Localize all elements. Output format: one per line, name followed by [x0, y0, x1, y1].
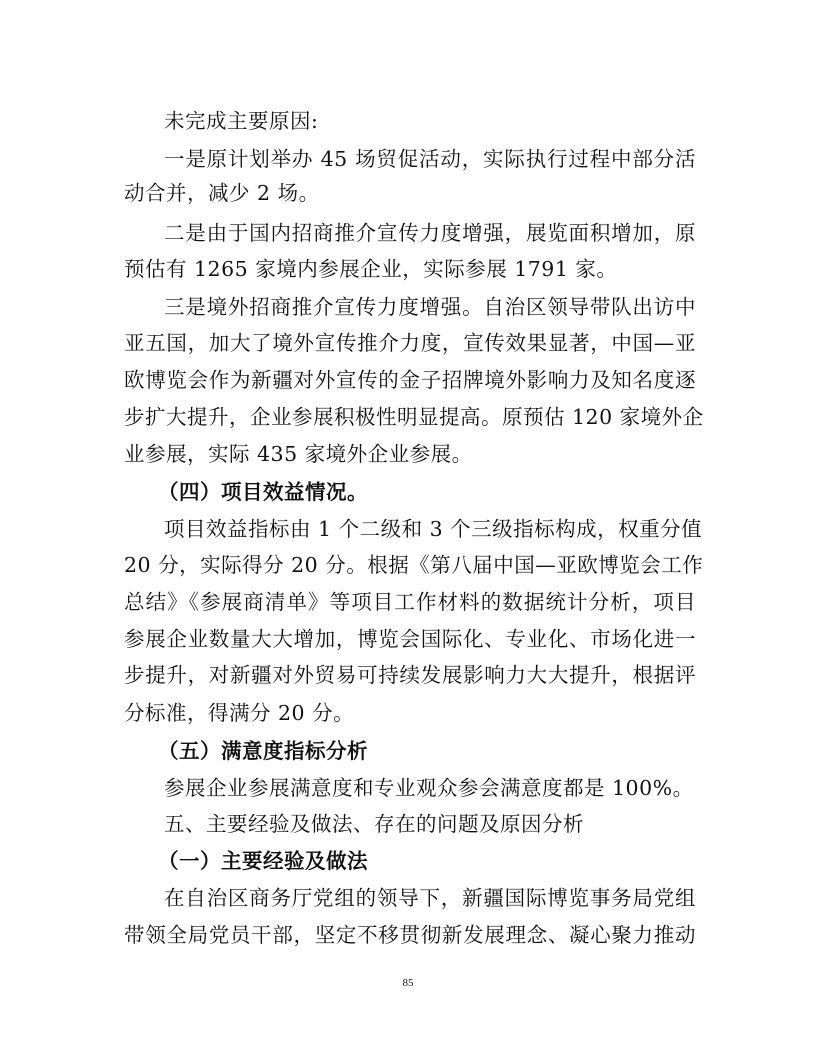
- text-line: 参展企业数量大大增加，博览会国际化、专业化、市场化进一: [124, 627, 696, 651]
- section-heading: （一）主要经验及做法: [158, 849, 368, 873]
- text-line: 动合并，减少 2 场。: [124, 181, 320, 205]
- text-line: 总结》《参展商清单》等项目工作材料的数据统计分析，项目: [124, 590, 696, 614]
- text-line: 亚五国，加大了境外宣传推介力度，宣传效果显著，中国—亚: [124, 331, 696, 355]
- chapter-heading: 五、主要经验及做法、存在的问题及原因分析: [164, 812, 584, 836]
- text-line: 业参展，实际 435 家境外企业参展。: [124, 442, 473, 466]
- text-line: 带领全局党员干部，坚定不移贯彻新发展理念、凝心聚力推动: [124, 923, 696, 947]
- text-line: 三是境外招商推介宣传力度增强。自治区领导带队出访中: [164, 295, 696, 319]
- text-line: 参展企业参展满意度和专业观众参会满意度都是 100%。: [164, 776, 694, 800]
- text-line: 一是原计划举办 45 场贸促活动，实际执行过程中部分活: [164, 147, 696, 171]
- text-line: 分标准，得满分 20 分。: [124, 701, 355, 725]
- text-line: 欧博览会作为新疆对外宣传的金子招牌境外影响力及知名度逐: [124, 368, 696, 392]
- text-line: 预估有 1265 家境内参展企业，实际参展 1791 家。: [124, 257, 618, 281]
- page-number: 85: [402, 977, 414, 989]
- section-heading: （五）满意度指标分析: [158, 739, 368, 763]
- text-line: 步提升，对新疆对外贸易可持续发展影响力大大提升，根据评: [124, 663, 696, 687]
- text-line: 步扩大提升，企业参展积极性明显提高。原预估 120 家境外企: [124, 405, 704, 429]
- text-line: 未完成主要原因:: [164, 109, 319, 133]
- text-line: 二是由于国内招商推介宣传力度增强，展览面积增加，原: [164, 221, 696, 245]
- text-line: 项目效益指标由 1 个二级和 3 个三级指标构成，权重分值: [164, 517, 703, 541]
- text-line: 20 分，实际得分 20 分。根据《第八届中国—亚欧博览会工作: [124, 553, 704, 577]
- text-line: 在自治区商务厅党组的领导下，新疆国际博览事务局党组: [164, 886, 696, 910]
- section-heading: （四）项目效益情况。: [158, 480, 368, 504]
